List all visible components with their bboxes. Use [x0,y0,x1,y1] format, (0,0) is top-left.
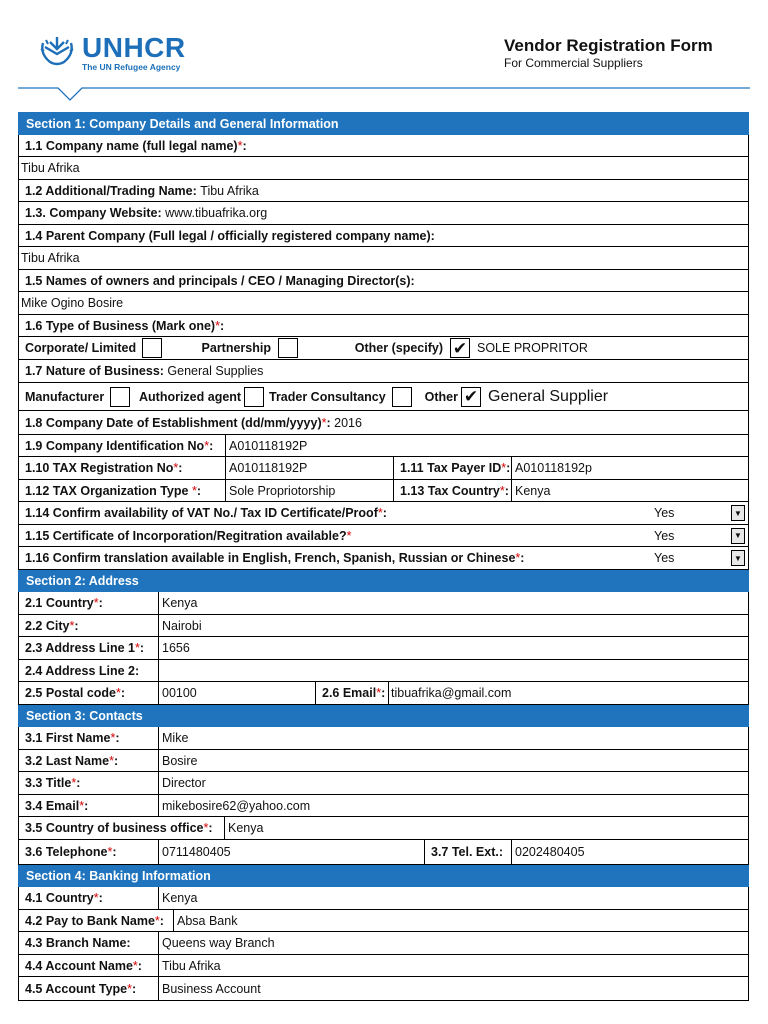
required-marker: * [377,506,383,520]
business-type-label: 1.6 Type of Business (Mark one) [25,318,216,333]
last-name-label: 3.2 Last Name [25,753,110,768]
section1-heading: Section 1: Company Details and General Information [18,112,749,135]
telephone-label: 3.6 Telephone [25,845,108,859]
required-marker: * [135,641,140,655]
bank-country-label: 4.1 Country [25,891,94,905]
city-field[interactable]: Nairobi [162,618,202,633]
company-name-label: 1.1 Company name (full legal name) [25,138,238,153]
translation-label: 1.16 Confirm translation available in English, French, Spanish, Russian or Chinese [25,551,516,565]
other-checkbox[interactable]: ✔ [450,338,470,358]
address-country-label: 2.1 Country [25,596,94,610]
section2-heading: Section 2: Address [18,570,749,592]
tax-country-label: 1.13 Tax Country [400,483,500,498]
required-marker: * [110,731,116,745]
tel-ext-field[interactable]: 0202480405 [515,845,585,859]
option-nature-other-label: Other [424,389,458,404]
address-email-field[interactable]: tibuafrika@gmail.com [391,686,512,700]
chevron-down-icon[interactable]: ▼ [731,528,745,544]
translation-dropdown[interactable] [646,547,748,569]
nature-label: 1.7 Nature of Business: [25,364,164,378]
unhcr-logo [36,34,186,72]
account-type-label: 4.5 Account Type [25,981,128,996]
option-partnership-label: Partnership [201,341,271,355]
nature-field[interactable]: General Supplies [167,364,264,378]
company-id-label: 1.9 Company Identification No [25,438,205,453]
section4-heading: Section 4: Banking Information [18,865,749,887]
last-name-field[interactable]: Bosire [162,753,198,768]
option-manufacturer-label: Manufacturer [25,389,105,404]
agent-checkbox[interactable] [244,387,264,407]
account-name-field[interactable]: Tibu Afrika [162,958,221,973]
nature-options [18,383,749,411]
vat-dropdown[interactable] [646,502,748,524]
required-marker: * [79,798,85,813]
partnership-checkbox[interactable] [278,338,298,358]
option-other-label: Other (specify) [354,341,443,355]
required-marker: * [499,483,505,498]
taxpayer-label: 1.11 Tax Payer ID [400,461,502,475]
address-email-label: 2.6 Email [322,686,377,700]
vendor-form: Section 1: Company Details and General Information 1.1 Company name (full legal name) * : Tibu Afrika 1.2 Additional/Trading Name: Tibu Afrika 1.3. Company Website: www.tibuafrika.org 1.4 Parent Company (Full legal / officially registered company name): Tibu Afrika 1.5 Names of owners and principals / CEO / Managing Director(s): Mike Ogino Bosire 1.6 Type of Business (Mark one) * : Corporate/ Limited Partnership Other (specify) ✔ SOLE PROPRITOR 1.7 Nature of Business: General Supplies Manufacturer Authorized agent Trader Consultancy Other ✔ General Supplier 1.8 Company Date of Establishment (dd/mm/yyyy) * : 2016 1.9 Company Identification No * : A010118192P 1.10 TAX Registration No * : A010118192P 1.11 Tax Payer ID * : A010118192p 1.12 TAX Organization Type * : Sole Propriotorship 1.13 Tax Country * : Kenya 1.14 Confirm availability of VAT No./ Tax ID Certificate/Proof * : Yes ▼ 1.15 Certificate of Incorporation/Regitration available? * Yes ▼ 1.16 Confirm translation available in English, French, Spanish, Russian or Chinese * : Yes ▼ Section 2: Address 2.1 Country * : Kenya 2.2 City * : Nairobi 2.3 Address Line 1 * : 1656 2.4 Address Line 2: 2.5 Postal code * : 00100 2.6 Email * : tibuafrika@gmail.com Section 3: Contacts 3.1 First Name * : Mike 3.2 Last Name * : Bosire 3.3 Title * : Director 3.4 Email * : mikebosire62@yahoo.com 3.5 Country of business office * : Kenya 3.6 Telephone * : 0711480405 3.7 Tel. Ext.: 0202480405 Section 4: Banking Information 4.1 Country * : Kenya 4.2 Pay to Bank Name * : Absa Bank 4.3 Branch Name: Queens way Branch 4.4 Account Name * : Tibu Afrika 4.5 Account Type * : Business Account [18,112,749,1001]
option-corporate-label: Corporate/ Limited [25,341,137,355]
taxpayer-field[interactable]: A010118192p [515,461,592,475]
bank-country-field[interactable]: Kenya [162,891,198,905]
option-trader-label: Trader Consultancy [269,389,386,404]
incorporation-dropdown[interactable] [646,525,748,546]
branch-field[interactable]: Queens way Branch [162,936,275,950]
chevron-down-icon[interactable]: ▼ [731,505,745,521]
required-marker: * [215,318,220,333]
logo-name: UNHCR [82,32,186,63]
required-marker: * [501,461,507,475]
incorporation-label: 1.15 Certificate of Incorporation/Regitration available? [25,528,347,543]
trader-checkbox[interactable] [392,387,412,407]
address-country-field[interactable]: Kenya [162,596,198,610]
telephone-field[interactable]: 0711480405 [159,840,425,864]
manufacturer-checkbox[interactable] [110,387,130,407]
first-name-label: 3.1 First Name [25,731,111,745]
translation-value: Yes [654,551,675,565]
option-agent-label: Authorized agent [139,389,242,404]
owners-field[interactable]: Mike Ogino Bosire [21,296,124,310]
form-subtitle: For Commercial Suppliers [504,56,643,70]
chevron-down-icon[interactable]: ▼ [731,550,745,566]
website-field[interactable]: www.tibuafrika.org [165,206,268,220]
address-line1-field[interactable]: 1656 [162,641,190,655]
title-field[interactable]: Director [162,776,206,790]
address-line2-label: 2.4 Address Line 2: [25,663,140,678]
postal-field[interactable]: 00100 [159,682,316,704]
row-1-1: 1.1 Company name (full legal name) * : [18,135,749,157]
branch-label: 4.3 Branch Name: [25,936,131,950]
row-1-1-value [18,157,749,180]
title-label: 3.3 Title [25,776,72,790]
form-title: Vendor Registration Form [504,36,713,55]
nature-other-checkbox[interactable]: ✔ [461,387,481,407]
first-name-field[interactable]: Mike [162,731,189,745]
other-type-field[interactable]: SOLE PROPRITOR [477,341,588,355]
required-marker: * [116,686,121,700]
required-marker: * [154,913,160,928]
page-header [0,0,768,112]
established-field[interactable]: 2016 [334,415,362,430]
required-marker: * [127,981,132,996]
owners-label: 1.5 Names of owners and principals / CEO / Managing Director(s): [25,273,415,288]
required-marker: * [93,596,99,610]
required-marker: * [109,753,114,768]
incorporation-value: Yes [654,528,675,543]
required-marker: * [93,891,99,905]
office-country-field[interactable]: Kenya [228,821,264,835]
contact-email-label: 3.4 Email [25,798,80,813]
unhcr-emblem-icon [36,34,78,68]
address-line2-field[interactable] [159,660,748,681]
company-name-field[interactable]: Tibu Afrika [21,161,80,175]
business-type-options [18,337,749,360]
address-line1-label: 2.3 Address Line 1 [25,641,135,655]
section3-heading: Section 3: Contacts [18,705,749,727]
tax-org-field[interactable]: Sole Propriotorship [226,480,394,501]
tax-org-label: 1.12 TAX Organization Type [25,483,189,498]
required-marker: * [346,528,352,543]
required-marker: * [191,483,197,498]
required-marker: * [107,845,113,859]
postal-label: 2.5 Postal code [25,686,117,700]
required-marker: * [71,776,77,790]
required-marker: * [132,958,138,973]
trading-name-label: 1.2 Additional/Trading Name: [25,183,197,198]
contact-email-field[interactable]: mikebosire62@yahoo.com [162,798,311,813]
required-marker: * [173,461,179,475]
tax-reg-field[interactable]: A010118192P [226,457,394,479]
required-marker: * [376,686,382,700]
parent-company-field[interactable]: Tibu Afrika [21,251,80,265]
company-id-field[interactable]: A010118192P [229,438,308,453]
required-marker: * [204,438,210,453]
bank-name-field[interactable]: Absa Bank [177,913,238,928]
parent-company-label: 1.4 Parent Company (Full legal / officially registered company name): [25,228,435,243]
header-divider [18,87,750,101]
required-marker: * [515,551,521,565]
trading-name-field[interactable]: Tibu Afrika [200,183,259,198]
account-name-label: 4.4 Account Name [25,958,133,973]
vat-label: 1.14 Confirm availability of VAT No./ Tax ID Certificate/Proof [25,506,378,520]
tel-ext-label: 3.7 Tel. Ext.: [431,845,504,859]
logo-tagline: The UN Refugee Agency [82,62,181,72]
office-country-label: 3.5 Country of business office [25,821,204,835]
vat-value: Yes [654,506,675,520]
tax-country-field[interactable]: Kenya [515,483,551,498]
city-label: 2.2 City [25,618,70,633]
required-marker: * [237,138,243,153]
corporate-checkbox[interactable] [142,338,162,358]
tax-reg-label: 1.10 TAX Registration No [25,461,174,475]
account-type-field[interactable]: Business Account [162,981,261,996]
website-label: 1.3. Company Website: [25,206,162,220]
nature-other-field[interactable]: General Supplier [488,387,609,405]
required-marker: * [203,821,209,835]
required-marker: * [321,415,327,430]
established-label: 1.8 Company Date of Establishment (dd/mm/yyyy) [25,415,322,430]
bank-name-label: 4.2 Pay to Bank Name [25,913,155,928]
required-marker: * [69,618,75,633]
